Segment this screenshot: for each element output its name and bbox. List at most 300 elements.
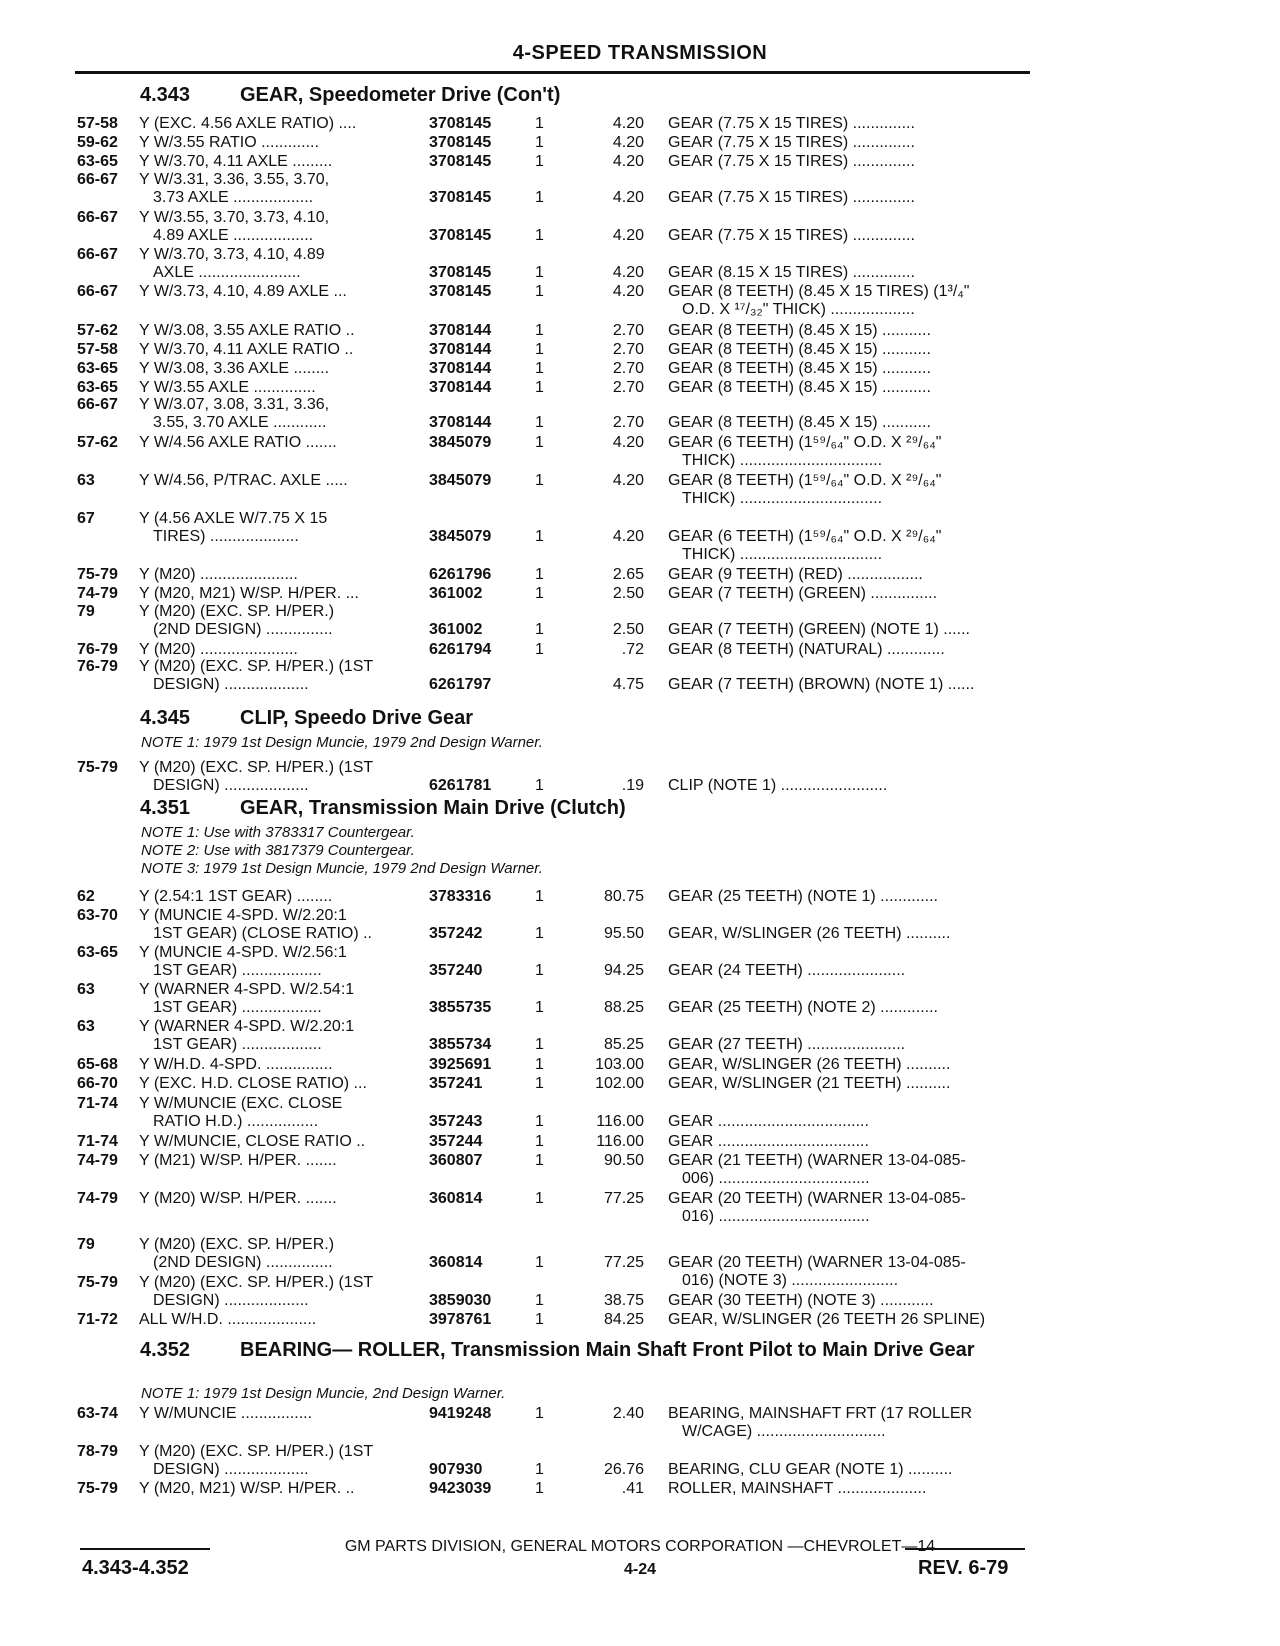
part-name — [668, 1190, 1028, 1226]
part-name — [668, 115, 1028, 133]
quantity: 1 — [535, 472, 544, 489]
part-number: 6261797 — [429, 676, 492, 693]
page-number: 4-24 — [623, 1561, 657, 1578]
quantity: 1 — [535, 115, 544, 132]
part-number: 3855735 — [429, 999, 492, 1016]
price: 4.20 — [612, 115, 644, 132]
description-line: DESIGN) ................... — [153, 1292, 309, 1309]
part-name-line: CLIP (NOTE 1) ........................ — [668, 777, 888, 794]
part-name-line: BEARING, MAINSHAFT FRT (17 ROLLER — [668, 1405, 973, 1422]
part-name-line: GEAR (9 TEETH) (RED) ................. — [668, 566, 923, 583]
price: 2.50 — [612, 621, 644, 638]
part-number: 360814 — [429, 1254, 483, 1271]
quantity: 1 — [535, 189, 544, 206]
part-number: 3783316 — [429, 888, 492, 905]
description-line: 1ST GEAR) .................. — [153, 1036, 322, 1053]
model-years: 78-79 — [77, 1443, 118, 1460]
price: 4.20 — [612, 434, 644, 451]
application-description — [139, 1056, 414, 1074]
application-description — [139, 1236, 414, 1272]
part-number: 357242 — [429, 925, 483, 942]
application-description — [139, 246, 414, 282]
price: 2.70 — [612, 379, 644, 396]
description-line: Y (EXC. H.D. CLOSE RATIO) ... — [139, 1075, 367, 1092]
model-years: 57-58 — [77, 341, 118, 358]
section-heading — [140, 1339, 975, 1361]
description-line: Y W/3.55 AXLE .............. — [139, 379, 316, 396]
part-name-line: GEAR (8 TEETH) (1⁵⁹/₆₄" O.D. X ²⁹/₆₄" — [668, 472, 942, 489]
price: 26.76 — [603, 1461, 644, 1478]
section-note: NOTE 3: 1979 1st Design Muncie, 1979 2nd Design Warner. — [141, 860, 543, 877]
part-name-line: GEAR (6 TEETH) (1⁵⁹/₆₄" O.D. X ²⁹/₆₄" — [668, 528, 942, 545]
part-name — [668, 1480, 1028, 1498]
section-number: 4.343 — [140, 84, 191, 106]
part-number: 3708144 — [429, 379, 492, 396]
part-name — [668, 189, 1028, 207]
quantity: 1 — [535, 360, 544, 377]
quantity: 1 — [535, 1461, 544, 1478]
application-description — [139, 322, 414, 340]
part-name — [668, 1036, 1028, 1054]
application-description — [139, 153, 414, 171]
price: 94.25 — [603, 962, 644, 979]
part-number: 3845079 — [429, 434, 492, 451]
part-number: 3708145 — [429, 264, 492, 281]
model-years: 57-58 — [77, 115, 118, 132]
part-name-line: GEAR (8 TEETH) (NATURAL) ............. — [668, 641, 945, 658]
description-line: Y (M20) (EXC. SP. H/PER.) — [139, 603, 335, 620]
model-years: 63-65 — [77, 153, 118, 170]
price: 95.50 — [603, 925, 644, 942]
quantity: 1 — [535, 888, 544, 905]
application-description — [139, 944, 414, 980]
part-number: 3708144 — [429, 341, 492, 358]
description-line: Y (M21) W/SP. H/PER. ....... — [139, 1152, 337, 1169]
description-line: Y W/3.70, 3.73, 4.10, 4.89 — [139, 246, 325, 263]
part-name — [668, 134, 1028, 152]
part-name-line: GEAR (20 TEETH) (WARNER 13-04-085- — [668, 1190, 966, 1207]
quantity: 1 — [535, 1190, 544, 1207]
description-line: Y (M20, M21) W/SP. H/PER. ... — [139, 585, 359, 602]
part-name-line: GEAR (25 TEETH) (NOTE 1) ............. — [668, 888, 938, 905]
model-years: 76-79 — [77, 641, 118, 658]
part-number: 3708144 — [429, 414, 492, 431]
description-line: Y (M20) (EXC. SP. H/PER.) (1ST — [139, 1274, 374, 1291]
application-description — [139, 283, 414, 301]
description-line: Y W/H.D. 4-SPD. ............... — [139, 1056, 333, 1073]
part-name — [668, 1461, 1028, 1479]
part-number: 907930 — [429, 1461, 483, 1478]
description-line: Y (M20) (EXC. SP. H/PER.) (1ST — [139, 759, 374, 776]
price: 2.40 — [612, 1405, 644, 1422]
description-line: Y (M20) ...................... — [139, 566, 298, 583]
description-line: Y W/3.07, 3.08, 3.31, 3.36, — [139, 396, 330, 413]
part-name — [668, 360, 1028, 378]
description-line: Y W/3.55, 3.70, 3.73, 4.10, — [139, 209, 330, 226]
application-description — [139, 510, 414, 546]
part-name — [668, 322, 1028, 340]
price: 4.20 — [612, 264, 644, 281]
application-description — [139, 134, 414, 152]
model-years: 63-74 — [77, 1405, 118, 1422]
model-years: 79 — [77, 1236, 95, 1253]
model-years: 66-67 — [77, 396, 118, 413]
model-years: 57-62 — [77, 434, 118, 451]
application-description — [139, 1190, 414, 1208]
price: 4.20 — [612, 189, 644, 206]
description-line: Y W/3.31, 3.36, 3.55, 3.70, — [139, 171, 330, 188]
model-years: 63-65 — [77, 360, 118, 377]
part-name-line: GEAR (8 TEETH) (8.45 X 15) ........... — [668, 360, 931, 377]
application-description — [139, 907, 414, 943]
description-line: Y W/3.55 RATIO ............. — [139, 134, 319, 151]
quantity: 1 — [535, 621, 544, 638]
model-years: 75-79 — [77, 1480, 118, 1497]
part-number: 361002 — [429, 585, 483, 602]
application-description — [139, 1443, 414, 1479]
model-years: 63 — [77, 1018, 95, 1035]
description-line: DESIGN) ................... — [153, 777, 309, 794]
footer-publisher: GM PARTS DIVISION, GENERAL MOTORS CORPORATION —CHEVROLET—14 — [344, 1538, 936, 1555]
part-name-line: GEAR (27 TEETH) ...................... — [668, 1036, 906, 1053]
part-name — [668, 414, 1028, 432]
part-name — [668, 1133, 1028, 1151]
part-name-line: THICK) ................................ — [682, 546, 883, 563]
part-name-line: GEAR (7.75 X 15 TIRES) .............. — [668, 134, 915, 151]
quantity: 1 — [535, 379, 544, 396]
part-name — [668, 1113, 1028, 1131]
price: 2.65 — [612, 566, 644, 583]
quantity: 1 — [535, 414, 544, 431]
part-name-line: GEAR (21 TEETH) (WARNER 13-04-085- — [668, 1152, 966, 1169]
part-name — [668, 999, 1028, 1017]
application-description — [139, 434, 414, 452]
part-number: 357243 — [429, 1113, 483, 1130]
application-description — [139, 759, 414, 795]
part-name-line: GEAR (8 TEETH) (8.45 X 15) ........... — [668, 379, 931, 396]
part-name-line: GEAR (30 TEETH) (NOTE 3) ............ — [668, 1292, 934, 1309]
part-name — [668, 1056, 1028, 1074]
description-line: Y (M20) (EXC. SP. H/PER.) (1ST — [139, 1443, 374, 1460]
description-line: Y (WARNER 4-SPD. W/2.54:1 — [139, 981, 355, 998]
part-name-line: 016) .................................. — [682, 1208, 870, 1225]
quantity: 1 — [535, 777, 544, 794]
part-name — [668, 528, 1028, 564]
application-description — [139, 566, 414, 584]
part-name — [668, 1311, 1028, 1329]
part-number: 360807 — [429, 1152, 483, 1169]
section-note: NOTE 1: 1979 1st Design Muncie, 2nd Design Warner. — [141, 1385, 506, 1402]
part-name — [668, 777, 1028, 795]
quantity: 1 — [535, 925, 544, 942]
application-description — [139, 1405, 414, 1423]
part-name-line: GEAR (8 TEETH) (8.45 X 15 TIRES) (1³/₄" — [668, 283, 970, 300]
description-line: Y W/3.70, 4.11 AXLE RATIO .. — [139, 341, 354, 358]
part-name-line: BEARING, CLU GEAR (NOTE 1) .......... — [668, 1461, 953, 1478]
description-line: Y (M20) W/SP. H/PER. ....... — [139, 1190, 337, 1207]
application-description — [139, 341, 414, 359]
part-name-line: O.D. X ¹⁷/₃₂" THICK) ................... — [682, 301, 915, 318]
part-number: 6261781 — [429, 777, 492, 794]
quantity: 1 — [535, 1036, 544, 1053]
section-number: 4.352 — [140, 1339, 191, 1361]
part-name-line: GEAR, W/SLINGER (26 TEETH 26 SPLINE) — [668, 1311, 986, 1328]
section-heading — [140, 797, 626, 819]
quantity: 1 — [535, 1152, 544, 1169]
part-name-line: GEAR (8 TEETH) (8.45 X 15) ........... — [668, 341, 931, 358]
part-name — [668, 1405, 1028, 1441]
part-name — [668, 264, 1028, 282]
section-note: NOTE 1: 1979 1st Design Muncie, 1979 2nd Design Warner. — [141, 734, 543, 751]
quantity: 1 — [535, 528, 544, 545]
part-number: 357241 — [429, 1075, 483, 1092]
quantity: 1 — [535, 1075, 544, 1092]
section-number: 4.351 — [140, 797, 191, 819]
section-title: GEAR, Speedometer Drive (Con't) — [240, 84, 561, 106]
application-description — [139, 585, 414, 603]
application-description — [139, 115, 414, 133]
part-name-line: GEAR (8.15 X 15 TIRES) .............. — [668, 264, 915, 281]
quantity: 1 — [535, 134, 544, 151]
price: 4.20 — [612, 153, 644, 170]
model-years: 66-70 — [77, 1075, 118, 1092]
quantity: 1 — [535, 322, 544, 339]
application-description — [139, 1018, 414, 1054]
quantity: 1 — [535, 641, 544, 658]
section-number: 4.345 — [140, 707, 191, 729]
model-years: 74-79 — [77, 1190, 118, 1207]
description-line: 3.55, 3.70 AXLE ............ — [153, 414, 327, 431]
part-name-line: GEAR (25 TEETH) (NOTE 2) ............. — [668, 999, 938, 1016]
quantity: 1 — [535, 962, 544, 979]
part-number: 3708145 — [429, 227, 492, 244]
quantity: 1 — [535, 1292, 544, 1309]
model-years: 75-79 — [77, 1274, 118, 1291]
price: 4.20 — [612, 528, 644, 545]
application-description — [139, 360, 414, 378]
part-name-line: GEAR (20 TEETH) (WARNER 13-04-085- — [668, 1254, 966, 1271]
part-number: 357240 — [429, 962, 483, 979]
price: 4.75 — [612, 676, 644, 693]
part-number: 3978761 — [429, 1311, 492, 1328]
model-years: 74-79 — [77, 1152, 118, 1169]
description-line: Y (MUNCIE 4-SPD. W/2.56:1 — [139, 944, 347, 961]
price: 2.70 — [612, 414, 644, 431]
revision-date: REV. 6-79 — [918, 1557, 1009, 1579]
part-name — [668, 1075, 1028, 1093]
description-line: Y (M20) ...................... — [139, 641, 298, 658]
section-title: GEAR, Transmission Main Drive (Clutch) — [240, 797, 626, 819]
description-line: Y (WARNER 4-SPD. W/2.20:1 — [139, 1018, 355, 1035]
section-title: CLIP, Speedo Drive Gear — [240, 707, 474, 729]
part-name-line: GEAR (24 TEETH) ...................... — [668, 962, 906, 979]
application-description — [139, 888, 414, 906]
part-name-line: GEAR (8 TEETH) (8.45 X 15) ........... — [668, 414, 931, 431]
price: 90.50 — [603, 1152, 644, 1169]
application-description — [139, 1480, 414, 1498]
quantity: 1 — [535, 1254, 544, 1271]
quantity: 1 — [535, 1133, 544, 1150]
part-name — [668, 153, 1028, 171]
price: 103.00 — [595, 1056, 644, 1073]
part-name-line: W/CAGE) ............................. — [682, 1423, 886, 1440]
part-name-line: GEAR (7.75 X 15 TIRES) .............. — [668, 153, 915, 170]
description-line: Y W/MUNCIE ................ — [139, 1405, 313, 1422]
description-line: Y (MUNCIE 4-SPD. W/2.20:1 — [139, 907, 347, 924]
part-name — [668, 621, 1028, 639]
part-number: 3845079 — [429, 472, 492, 489]
model-years: 66-67 — [77, 246, 118, 263]
price: 4.20 — [612, 283, 644, 300]
description-line: 1ST GEAR) .................. — [153, 962, 322, 979]
model-years: 63 — [77, 981, 95, 998]
part-name-line: THICK) ................................ — [682, 452, 883, 469]
description-line: DESIGN) ................... — [153, 1461, 309, 1478]
quantity: 1 — [535, 1311, 544, 1328]
price: 88.25 — [603, 999, 644, 1016]
section-title: BEARING— ROLLER, Transmission Main Shaft Front Pilot to Main Drive Gear — [240, 1339, 975, 1361]
model-years: 76-79 — [77, 658, 118, 675]
application-description — [139, 1274, 414, 1310]
section-note: NOTE 2: Use with 3817379 Countergear. — [141, 842, 415, 859]
description-line: Y (M20) (EXC. SP. H/PER.) (1ST — [139, 658, 374, 675]
part-name-line: GEAR .................................. — [668, 1133, 869, 1150]
part-name-line: GEAR (7 TEETH) (GREEN) ............... — [668, 585, 938, 602]
part-number: 3708145 — [429, 153, 492, 170]
part-name — [668, 1254, 1028, 1290]
price: 85.25 — [603, 1036, 644, 1053]
quantity: 1 — [535, 434, 544, 451]
part-name-line: GEAR (7.75 X 15 TIRES) .............. — [668, 189, 915, 206]
section-heading — [140, 84, 560, 106]
description-line: 4.89 AXLE .................. — [153, 227, 314, 244]
part-name-line: GEAR (6 TEETH) (1⁵⁹/₆₄" O.D. X ²⁹/₆₄" — [668, 434, 942, 451]
quantity: 1 — [535, 566, 544, 583]
price: 80.75 — [603, 888, 644, 905]
description-line: Y W/3.08, 3.55 AXLE RATIO .. — [139, 322, 355, 339]
part-number: 3708144 — [429, 360, 492, 377]
description-line: Y W/3.70, 4.11 AXLE ......... — [139, 153, 333, 170]
model-years: 62 — [77, 888, 95, 905]
part-number: 6261796 — [429, 566, 492, 583]
part-name-line: GEAR (7.75 X 15 TIRES) .............. — [668, 227, 915, 244]
quantity: 1 — [535, 341, 544, 358]
part-number: 3708145 — [429, 134, 492, 151]
quantity: 1 — [535, 1113, 544, 1130]
section-heading — [140, 707, 473, 729]
application-description — [139, 1133, 414, 1151]
price: .19 — [621, 777, 644, 794]
application-description — [139, 209, 414, 245]
quantity: 1 — [535, 153, 544, 170]
part-name-line: GEAR .................................. — [668, 1113, 869, 1130]
model-years: 71-72 — [77, 1311, 118, 1328]
part-name — [668, 1152, 1028, 1188]
part-name-line: GEAR (7.75 X 15 TIRES) .............. — [668, 115, 915, 132]
part-number: 3708145 — [429, 283, 492, 300]
model-years: 67 — [77, 510, 95, 527]
model-years: 63 — [77, 472, 95, 489]
price: 2.70 — [612, 341, 644, 358]
description-line: 1ST GEAR) (CLOSE RATIO) .. — [153, 925, 372, 942]
description-line: AXLE ....................... — [153, 264, 301, 281]
application-description — [139, 603, 414, 639]
price: 38.75 — [603, 1292, 644, 1309]
model-years: 75-79 — [77, 759, 118, 776]
price: 116.00 — [596, 1133, 644, 1150]
part-number: 3859030 — [429, 1292, 492, 1309]
part-number: 361002 — [429, 621, 483, 638]
description-line: Y W/4.56 AXLE RATIO ....... — [139, 434, 337, 451]
page-title: 4-SPEED TRANSMISSION — [512, 42, 768, 64]
model-years: 75-79 — [77, 566, 118, 583]
description-line: ALL W/H.D. .................... — [139, 1311, 317, 1328]
price: .41 — [621, 1480, 644, 1497]
title-rule — [75, 71, 1030, 74]
description-line: Y W/3.73, 4.10, 4.89 AXLE ... — [139, 283, 347, 300]
quantity: 1 — [535, 585, 544, 602]
model-years: 71-74 — [77, 1095, 118, 1112]
part-name-line: GEAR, W/SLINGER (26 TEETH) .......... — [668, 925, 951, 942]
part-name — [668, 888, 1028, 906]
part-name — [668, 1292, 1028, 1310]
part-name-line: GEAR, W/SLINGER (26 TEETH) .......... — [668, 1056, 951, 1073]
description-line: 3.73 AXLE .................. — [153, 189, 314, 206]
part-name-line: GEAR (7 TEETH) (BROWN) (NOTE 1) ...... — [668, 676, 975, 693]
part-name — [668, 925, 1028, 943]
price: 102.00 — [595, 1075, 644, 1092]
model-years: 65-68 — [77, 1056, 118, 1073]
application-description — [139, 1095, 414, 1131]
description-line: 1ST GEAR) .................. — [153, 999, 322, 1016]
price: 116.00 — [596, 1113, 644, 1130]
part-name — [668, 434, 1028, 470]
part-number: 3708144 — [429, 322, 492, 339]
part-number: 9419248 — [429, 1405, 492, 1422]
model-years: 66-67 — [77, 283, 118, 300]
price: 77.25 — [603, 1190, 644, 1207]
model-years: 79 — [77, 603, 95, 620]
part-name — [668, 227, 1028, 245]
model-years: 63-70 — [77, 907, 118, 924]
part-number: 9423039 — [429, 1480, 492, 1497]
description-line: Y W/MUNCIE (EXC. CLOSE — [139, 1095, 343, 1112]
part-number: 357244 — [429, 1133, 483, 1150]
description-line: Y (4.56 AXLE W/7.75 X 15 — [139, 510, 328, 527]
model-years: 74-79 — [77, 585, 118, 602]
quantity: 1 — [535, 1056, 544, 1073]
description-line: DESIGN) ................... — [153, 676, 309, 693]
part-name-line: ROLLER, MAINSHAFT .................... — [668, 1480, 927, 1497]
quantity: 1 — [535, 999, 544, 1016]
part-number: 360814 — [429, 1190, 483, 1207]
description-line: Y W/3.08, 3.36 AXLE ........ — [139, 360, 330, 377]
quantity: 1 — [535, 283, 544, 300]
quantity: 1 — [535, 264, 544, 281]
description-line: Y (2.54:1 1ST GEAR) ........ — [139, 888, 333, 905]
price: 84.25 — [603, 1311, 644, 1328]
application-description — [139, 396, 414, 432]
model-years: 59-62 — [77, 134, 118, 151]
part-name — [668, 341, 1028, 359]
model-years: 57-62 — [77, 322, 118, 339]
part-name — [668, 676, 1028, 694]
application-description — [139, 1152, 414, 1170]
part-name — [668, 379, 1028, 397]
part-name — [668, 585, 1028, 603]
price: 4.20 — [612, 227, 644, 244]
model-years: 66-67 — [77, 171, 118, 188]
